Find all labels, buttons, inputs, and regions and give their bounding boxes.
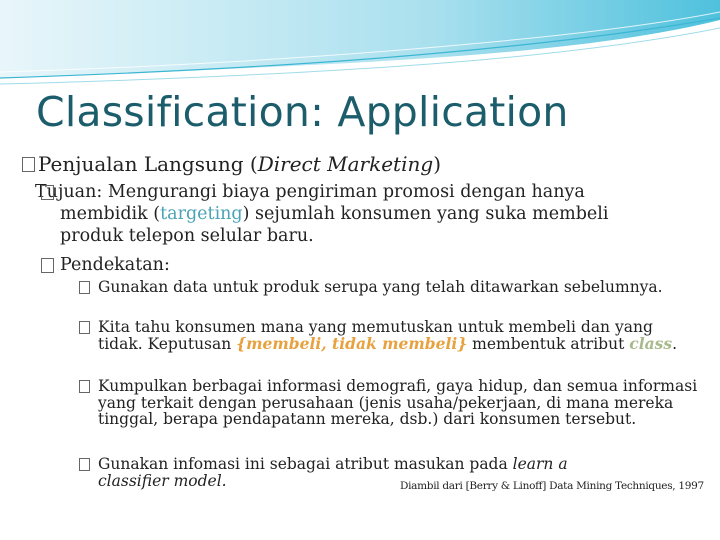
approach-item-text: Gunakan data untuk produk serupa yang telah ditawarkan sebelumnya. bbox=[98, 278, 663, 296]
bullet-box-icon bbox=[79, 380, 90, 393]
goal-highlight: targeting bbox=[160, 204, 243, 224]
approach-item-text: membentuk atribut bbox=[467, 334, 630, 353]
goal-label: Tujuan: bbox=[35, 182, 103, 202]
header-wave-decoration bbox=[0, 0, 720, 90]
bullet-box-icon bbox=[79, 458, 90, 471]
approach-item-text: Kita tahu konsumen mana yang memutuskan untuk membeli dan yang tidak. Keputusan bbox=[98, 318, 653, 353]
heading-italic: Direct Marketing bbox=[257, 152, 434, 176]
bullet-box-icon bbox=[41, 258, 54, 273]
source-citation: Diambil dari [Berry & Linoff] Data Mining Techniques, 1997 bbox=[400, 480, 704, 492]
approach-item-italic: learn a bbox=[512, 455, 568, 473]
heading-end: ) bbox=[433, 152, 441, 176]
goal-text-1: Mengurangi biaya pengiriman promosi dengan hanya membidik ( bbox=[60, 182, 585, 224]
bullet-box-icon bbox=[79, 281, 90, 294]
bullet-box-icon bbox=[22, 157, 35, 172]
approach-item-text: . bbox=[672, 334, 678, 353]
approach-item bbox=[98, 378, 698, 428]
main-bullet bbox=[22, 152, 441, 176]
approach-bullet bbox=[60, 254, 170, 276]
bullet-box-icon bbox=[79, 321, 90, 334]
approach-item bbox=[98, 279, 698, 296]
bullet-box-icon bbox=[41, 185, 54, 200]
approach-item bbox=[98, 319, 698, 352]
approach-item-text: Kumpulkan berbagai informasi demografi, gaya hidup, dan semua informasi yang terkait dengan perusahaan (jenis usaha/pekerjaan, di mana mereka tinggal, berapa pendapatann mereka, dsb.) dari konsumen tersebut. bbox=[98, 377, 698, 428]
goal-bullet bbox=[35, 181, 630, 247]
slide-title: Classification: Application bbox=[36, 88, 569, 136]
class-keyword: class bbox=[629, 333, 673, 353]
approach-item-italic: classifier model. bbox=[98, 471, 227, 490]
heading-text: Penjualan Langsung ( bbox=[38, 152, 258, 176]
goal-text-2: ) sejumlah konsumen yang suka membeli produk telepon selular baru. bbox=[60, 204, 609, 246]
approach-label: Pendekatan: bbox=[60, 255, 170, 275]
decision-values: {membeli, tidak membeli} bbox=[236, 333, 468, 353]
approach-item-text: Gunakan infomasi ini sebagai atribut masukan pada bbox=[98, 455, 513, 473]
